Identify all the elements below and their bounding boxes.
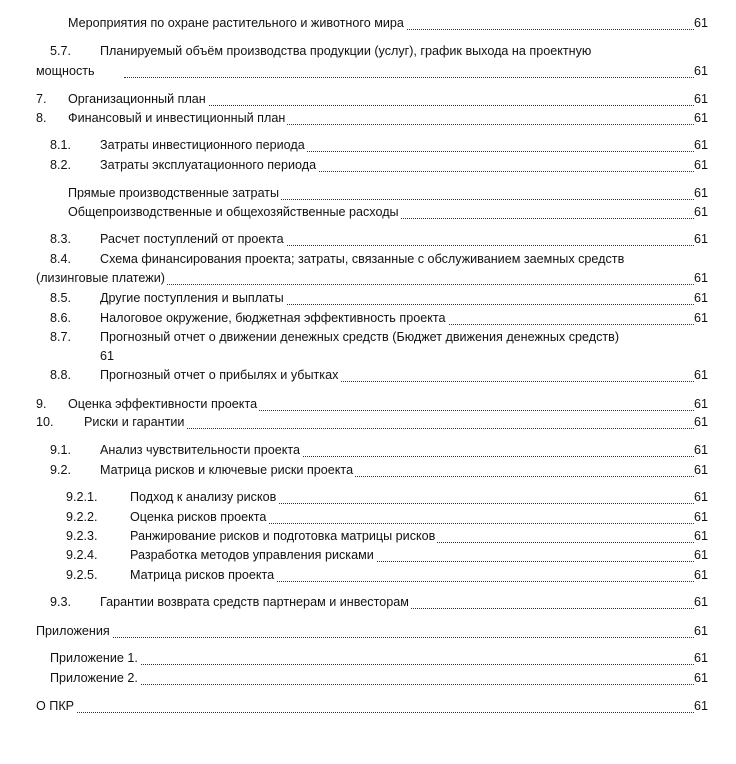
toc-entry[interactable]: [0, 16, 736, 34]
toc-entry[interactable]: [0, 186, 736, 204]
toc-entry-title: Риски и гарантии: [84, 415, 185, 429]
toc-entry-page: 61: [693, 397, 708, 411]
toc-entry-page: 61: [693, 64, 708, 78]
toc-entry-title: Прямые производственные затраты: [68, 186, 280, 200]
toc-entry-number: 8.5.: [50, 291, 72, 305]
toc-entry-number: 9.2.5.: [66, 568, 98, 582]
toc-entry-page: 61: [693, 490, 708, 504]
toc-entry[interactable]: [0, 92, 736, 110]
toc-entry-number: 10.: [36, 415, 54, 429]
toc-entry-title-line2: (лизинговые платежи): [36, 271, 165, 285]
toc-entry-number: 9.2.1.: [66, 490, 98, 504]
toc-entry-title: Разработка методов управления рисками: [130, 548, 374, 562]
toc-entry-title: Затраты эксплуатационного периода: [100, 158, 317, 172]
toc-entry-number: 8.3.: [50, 232, 72, 246]
toc-entry-title: Затраты инвестиционного периода: [100, 138, 305, 152]
toc-entry-number: 9.3.: [50, 595, 72, 609]
toc-entry-title: Матрица рисков и ключевые риски проекта: [100, 463, 354, 477]
toc-entry[interactable]: [0, 158, 736, 176]
toc-entry[interactable]: [0, 443, 736, 461]
toc-entry-number: 9.2.: [50, 463, 72, 477]
toc-entry[interactable]: [0, 529, 736, 547]
toc-entry[interactable]: [0, 595, 736, 613]
toc-entry-title: Мероприятия по охране растительного и животного мира: [68, 16, 404, 30]
toc-entry-number: 9.: [36, 397, 47, 411]
toc-entry[interactable]: [0, 232, 736, 250]
toc-entry-number: 8.6.: [50, 311, 72, 325]
toc-entry[interactable]: [0, 330, 736, 368]
toc-entry-title: Оценка эффективности проекта: [68, 397, 258, 411]
toc-entry[interactable]: [0, 138, 736, 156]
toc-entry-title: О ПКР: [36, 699, 75, 713]
toc-entry-number: 5.7.: [50, 44, 72, 58]
toc-entry-title-line2: мощность: [36, 64, 95, 78]
toc-entry[interactable]: [0, 463, 736, 481]
toc-entry-page: 61: [693, 568, 708, 582]
toc-entry-page: 61: [693, 510, 708, 524]
toc-entry-page: 61: [693, 463, 708, 477]
toc-entry-page: 61: [693, 443, 708, 457]
toc-entry-title: Общепроизводственные и общехозяйственные расходы: [68, 205, 399, 219]
toc-entry-title: Расчет поступлений от проекта: [100, 232, 284, 246]
toc-entry[interactable]: [0, 490, 736, 508]
toc-entry-page: 61: [693, 205, 708, 219]
toc-entry[interactable]: [0, 44, 736, 84]
toc-entry[interactable]: [0, 671, 736, 689]
toc-entry-number: 7.: [36, 92, 47, 106]
toc-entry-page: 61: [693, 595, 708, 609]
toc-entry-title: Налоговое окружение, бюджетная эффективность проекта: [100, 311, 446, 325]
toc-entry[interactable]: [0, 111, 736, 129]
toc-entry-page: 61: [100, 349, 115, 363]
toc-entry-title: Подход к анализу рисков: [130, 490, 277, 504]
toc-entry[interactable]: [0, 624, 736, 642]
toc-entry-page: 61: [693, 271, 708, 285]
toc-entry-page: 61: [693, 92, 708, 106]
toc-entry[interactable]: [0, 291, 736, 309]
toc-entry[interactable]: [0, 397, 736, 415]
toc-entry-title-line1: Планируемый объём производства продукции (услуг), график выхода на проектную: [100, 44, 592, 58]
toc-entry-number: 8.8.: [50, 368, 72, 382]
toc-entry[interactable]: [0, 415, 736, 433]
toc-entry-title: Оценка рисков проекта: [130, 510, 267, 524]
toc-entry-title-line1: Схема финансирования проекта; затраты, связанные с обслуживанием заемных средств: [100, 252, 625, 266]
toc-entry[interactable]: [0, 651, 736, 669]
toc-entry-title: Приложения: [36, 624, 110, 638]
toc-entry-page: 61: [693, 186, 708, 200]
toc-entry-page: 61: [693, 291, 708, 305]
toc-entry-title: Матрица рисков проекта: [130, 568, 275, 582]
toc-entry-number: 8.4.: [50, 252, 72, 266]
toc-entry-page: 61: [693, 624, 708, 638]
toc-entry-title: Организационный план: [68, 92, 206, 106]
toc-entry-title: Приложение 1.: [50, 651, 138, 665]
toc-entry-page: 61: [693, 111, 708, 125]
toc-entry-page: 61: [693, 529, 708, 543]
toc-entry-number: 8.2.: [50, 158, 72, 172]
toc-entry[interactable]: [0, 548, 736, 566]
toc-entry-page: 61: [693, 548, 708, 562]
toc-entry-page: 61: [693, 138, 708, 152]
toc-entry-title: Ранжирование рисков и подготовка матрицы рисков: [130, 529, 436, 543]
toc-entry[interactable]: [0, 568, 736, 586]
toc-entry-page: 61: [693, 699, 708, 713]
toc-entry-number: 9.2.2.: [66, 510, 98, 524]
toc-entry-page: 61: [693, 415, 708, 429]
toc-entry-page: 61: [693, 651, 708, 665]
toc-entry-page: 61: [693, 311, 708, 325]
toc-entry-page: 61: [693, 232, 708, 246]
toc-entry-title: Анализ чувствительности проекта: [100, 443, 301, 457]
toc-entry[interactable]: [0, 311, 736, 329]
toc-entry-page: 61: [693, 16, 708, 30]
toc-entry-title: Прогнозный отчет о прибылях и убытках: [100, 368, 339, 382]
toc-entry-number: 9.2.3.: [66, 529, 98, 543]
toc-entry[interactable]: [0, 368, 736, 386]
toc-entry-page: 61: [693, 158, 708, 172]
toc-entry-title-line1: Прогнозный отчет о движении денежных средств (Бюджет движения денежных средств): [100, 330, 620, 344]
toc-entry-number: 8.1.: [50, 138, 72, 152]
toc-entry-page: 61: [693, 671, 708, 685]
toc-entry-page: 61: [693, 368, 708, 382]
toc-entry[interactable]: [0, 510, 736, 528]
toc-entry-number: 9.1.: [50, 443, 72, 457]
toc-entry-number: 8.: [36, 111, 47, 125]
toc-entry-number: 9.2.4.: [66, 548, 98, 562]
toc-entry-title: Гарантии возврата средств партнерам и инвесторам: [100, 595, 409, 609]
toc-entry-title: Другие поступления и выплаты: [100, 291, 284, 305]
toc-entry-number: 8.7.: [50, 330, 72, 344]
toc-entry[interactable]: [0, 205, 736, 223]
toc-entry-title: Финансовый и инвестиционный план: [68, 111, 286, 125]
toc-entry[interactable]: [0, 699, 736, 717]
toc-entry[interactable]: [0, 252, 736, 290]
toc-entry-title: Приложение 2.: [50, 671, 138, 685]
